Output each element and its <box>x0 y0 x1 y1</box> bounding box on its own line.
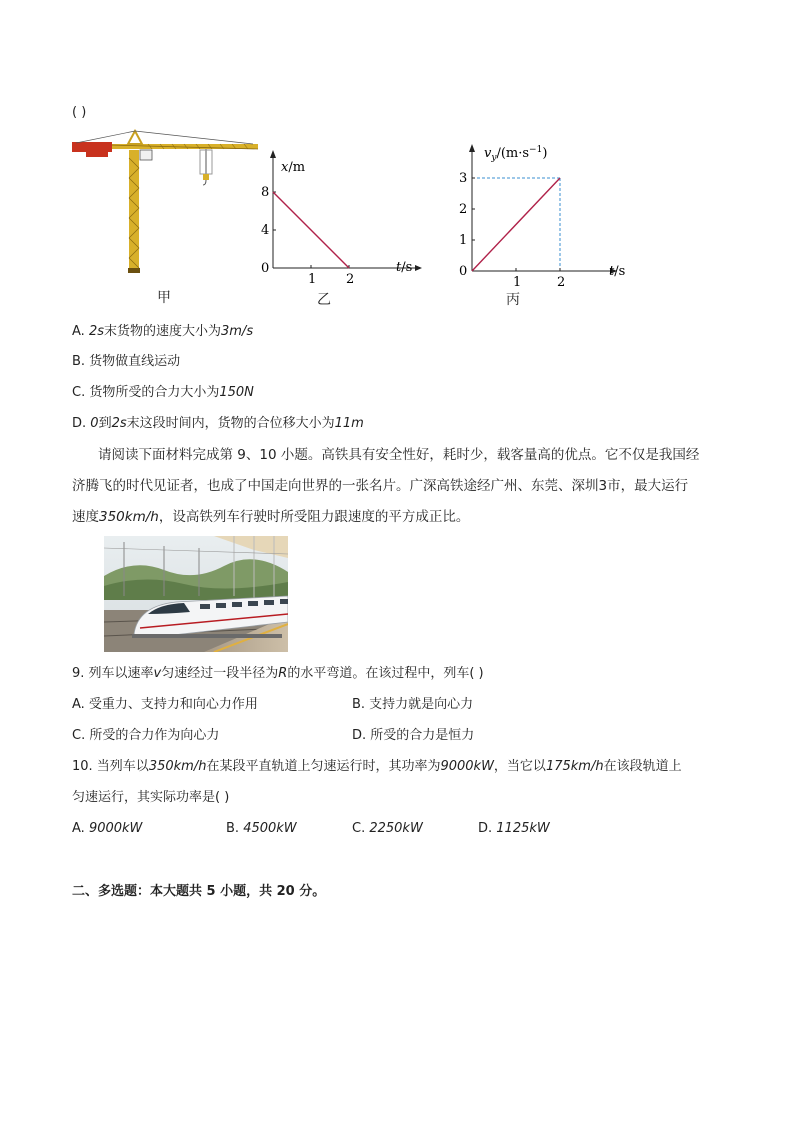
y-axis-arrow <box>469 144 475 152</box>
q9-stem: 9. 列车以速率v匀速经过一段半径为R的水平弯道。在该过程中，列车( ) <box>72 666 484 681</box>
q10-stem-line-2: 匀速运行，其实际功率是( ) <box>72 790 230 805</box>
velocity-line <box>472 178 560 271</box>
y-tick-label: 3 <box>459 171 468 186</box>
x-axis-label: t/s <box>609 264 626 279</box>
y-axis-arrow <box>270 150 276 158</box>
q9-option-c: C. 所受的合力作为向心力 <box>72 728 220 743</box>
high-speed-train-image <box>104 536 288 652</box>
x-axis-label: t/s <box>396 260 413 275</box>
y-tick-label: 0 <box>459 264 468 279</box>
figure-jia-caption: 甲 <box>157 290 171 306</box>
x-t-graph <box>255 150 425 310</box>
section-2-heading: 二、多选题：本大题共 5 小题，共 20 分。 <box>72 884 326 899</box>
q10-option-c: C. 2250kW <box>352 821 423 836</box>
crane-figure <box>68 128 268 278</box>
q10-option-b: B. 4500kW <box>226 821 297 836</box>
q9-option-a: A. 受重力、支持力和向心力作用 <box>72 697 258 712</box>
y-axis-label: $v_y/(m\cdot s^{-1})$ <box>484 145 548 163</box>
displacement-line <box>273 192 349 268</box>
tower-crane-illustration <box>68 128 268 278</box>
material-line-2: 济腾飞的时代见证者，也成了中国走向世界的一张名片。广深高铁途经广州、东莞、深圳3市，最大运行 <box>72 478 689 494</box>
figure-yi-caption: 乙 <box>317 292 331 308</box>
x-axis-arrow <box>415 265 422 271</box>
q8-option-d: D. 0到2s末这段时间内，货物的合位移大小为11m <box>72 416 364 431</box>
q10-option-a: A. 9000kW <box>72 821 143 836</box>
q10-stem-line-1: 10. 当列车以350km/h在某段平直轨道上匀速运行时，其功率为9000kW，当它以175km/h在该段轨道上 <box>72 759 682 774</box>
x-tick-label: 1 <box>513 275 522 290</box>
y-tick-label: 4 <box>261 223 270 238</box>
q9-option-d: D. 所受的合力是恒力 <box>352 728 475 743</box>
y-tick-label: 1 <box>459 233 468 248</box>
material-line-3: 速度350km/h，设高铁列车行驶时所受阻力跟速度的平方成正比。 <box>72 509 470 525</box>
figure-yi <box>255 150 425 310</box>
figure-bing <box>452 140 642 310</box>
y-tick-label: 8 <box>261 185 270 200</box>
q8-option-a: A. 2s末货物的速度大小为3m/s <box>72 324 254 339</box>
y-tick-label: 2 <box>459 202 468 217</box>
question8-answer-blank: ( ) <box>72 105 87 120</box>
x-tick-label: 2 <box>346 272 355 287</box>
train-photo <box>104 536 288 652</box>
q10-option-d: D. 1125kW <box>478 821 550 836</box>
q8-option-c: C. 货物所受的合力大小为150N <box>72 385 254 400</box>
y-tick-label: 0 <box>261 261 270 276</box>
x-tick-label: 1 <box>308 272 317 287</box>
vy-t-graph <box>452 140 642 310</box>
q9-option-b: B. 支持力就是向心力 <box>352 697 474 712</box>
x-tick-label: 2 <box>557 275 566 290</box>
material-line-1: 请阅读下面材料完成第 9、10 小题。高铁具有安全性好，耗时少，载客量高的优点。它不仅是我国经 <box>98 447 700 463</box>
figure-bing-caption: 丙 <box>506 292 520 308</box>
y-axis-label: x/m <box>281 160 306 175</box>
q8-option-b: B. 货物做直线运动 <box>72 354 181 369</box>
